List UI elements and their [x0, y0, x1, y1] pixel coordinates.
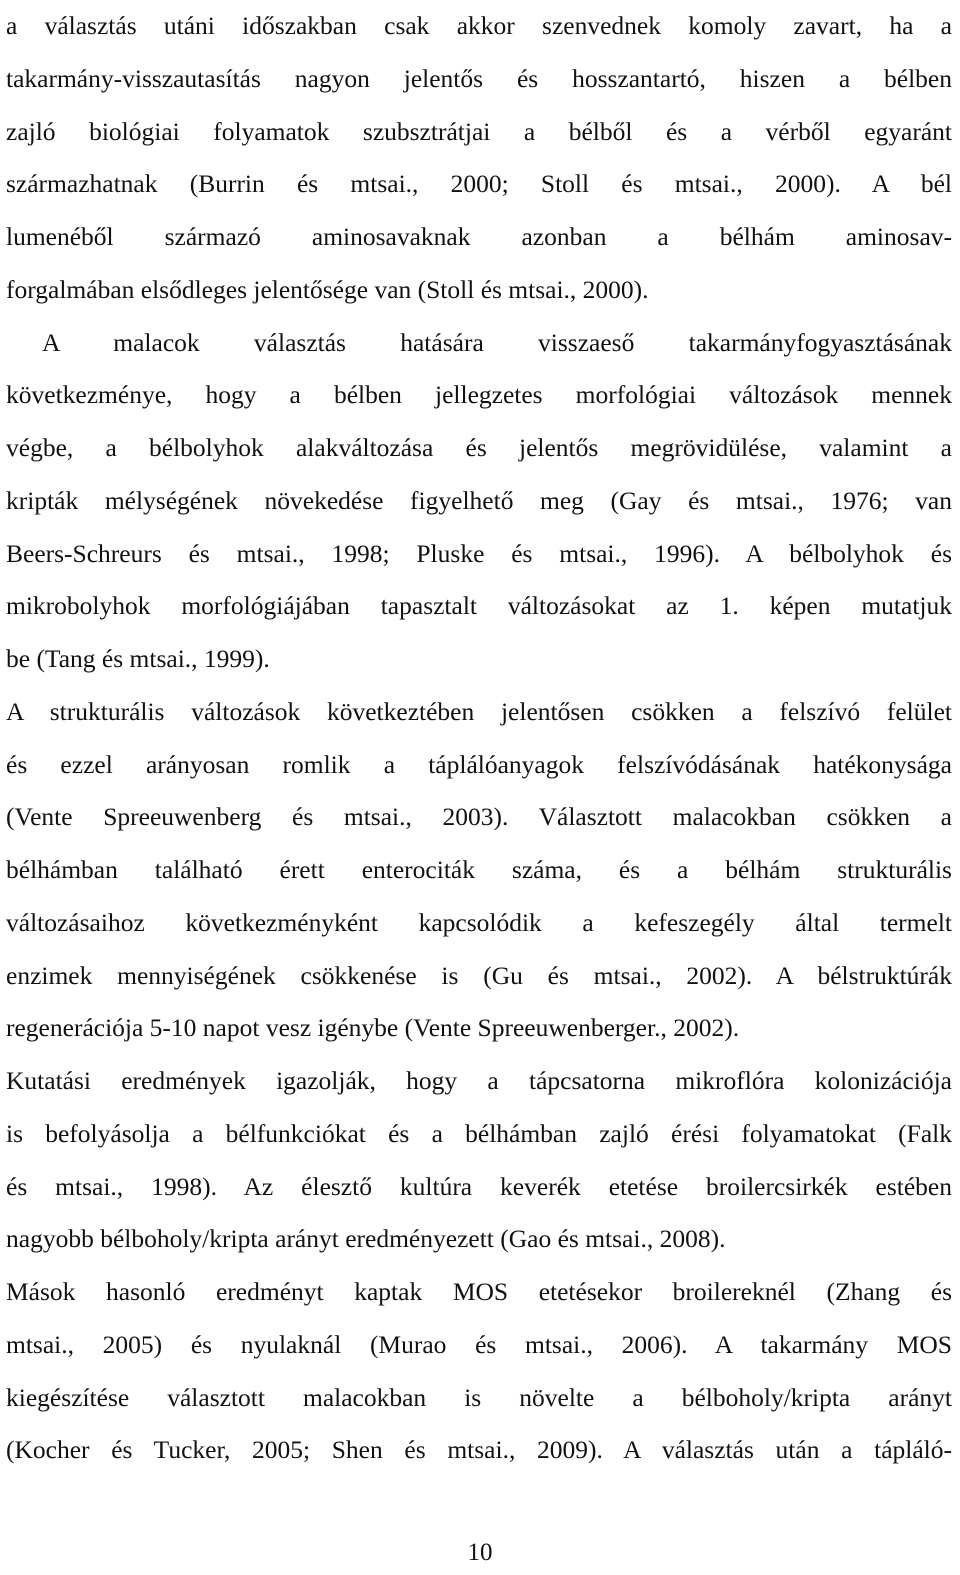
text-line: és mtsai., 1998). Az élesztő kultúra keverék etetése broilercsirkék estében: [6, 1171, 952, 1201]
text-line: zajló biológiai folyamatok szubsztrátjai a bélből és a vérből egyaránt: [6, 116, 952, 146]
text-line: nagyobb bélboholy/kripta arányt eredményezett (Gao és mtsai., 2008).: [6, 1224, 726, 1254]
text-line: mtsai., 2005) és nyulaknál (Murao és mtsai., 2006). A takarmány MOS: [6, 1329, 952, 1359]
text-line: regenerációja 5-10 napot vesz igénybe (Vente Spreeuwenberger., 2002).: [6, 1013, 740, 1043]
text-line: változásaihoz következményként kapcsolódik a kefeszegély által termelt: [6, 907, 952, 937]
text-line: következménye, hogy a bélben jellegzetes morfológiai változások mennek: [6, 380, 952, 410]
paragraph-1: [6, 0, 952, 317]
page-number: 10: [467, 1539, 493, 1566]
text-line: be (Tang és mtsai., 1999).: [6, 644, 270, 673]
text-line: Kutatási eredmények igazolják, hogy a tápcsatorna mikroflóra kolonizációja: [6, 1066, 952, 1095]
text-line: Beers-Schreurs és mtsai., 1998; Pluske és mtsai., 1996). A bélbolyhok és: [6, 538, 952, 568]
text-line: a választás utáni időszakban csak akkor szenvednek komoly zavart, ha a: [6, 11, 952, 40]
text-line: kripták mélységének növekedése figyelhető meg (Gay és mtsai., 1976; van: [6, 485, 952, 515]
text-line: A strukturális változások következtében jelentősen csökken a felszívó felület: [6, 696, 952, 726]
text-line: lumenéből származó aminosavaknak azonban a bélhám aminosav-: [6, 222, 952, 251]
text-line: származhatnak (Burrin és mtsai., 2000; Stoll és mtsai., 2000). A bél: [6, 169, 952, 199]
text-line: kiegészítése választott malacokban is növelte a bélboholy/kripta arányt: [6, 1382, 952, 1412]
paragraph-5: [6, 1266, 952, 1477]
text-line: mikrobolyhok morfológiájában tapasztalt változásokat az 1. képen mutatjuk: [6, 591, 952, 621]
text-line: bélhámban található érett enterociták száma, és a bélhám strukturális: [6, 855, 952, 884]
text-line: A malacok választás hatására visszaeső takarmányfogyasztásának: [42, 327, 952, 357]
text-line: is befolyásolja a bélfunkciókat és a bélhámban zajló érési folyamatokat (Falk: [6, 1118, 952, 1148]
text-line: forgalmában elsődleges jelentősége van (Stoll és mtsai., 2000).: [6, 274, 649, 304]
text-line: (Vente Spreeuwenberg és mtsai., 2003). Választott malacokban csökken a: [6, 802, 952, 832]
text-line: enzimek mennyiségének csökkenése is (Gu és mtsai., 2002). A bélstruktúrák: [6, 960, 952, 990]
text-line: és ezzel arányosan romlik a táplálóanyagok felszívódásának hatékonysága: [6, 749, 952, 779]
text-line: Mások hasonló eredményt kaptak MOS etetésekor broilereknél (Zhang és: [6, 1277, 952, 1306]
paragraph-4: [6, 1055, 952, 1266]
document-page: [6, 0, 952, 1477]
paragraph-2: [6, 317, 952, 686]
text-line: végbe, a bélbolyhok alakváltozása és jelentős megrövidülése, valamint a: [6, 433, 952, 462]
paragraph-3: [6, 686, 952, 1055]
text-line: (Kocher és Tucker, 2005; Shen és mtsai., 2009). A választás után a tápláló-: [6, 1435, 952, 1465]
text-line: takarmány-visszautasítás nagyon jelentős és hosszantartó, hiszen a bélben: [6, 63, 952, 93]
